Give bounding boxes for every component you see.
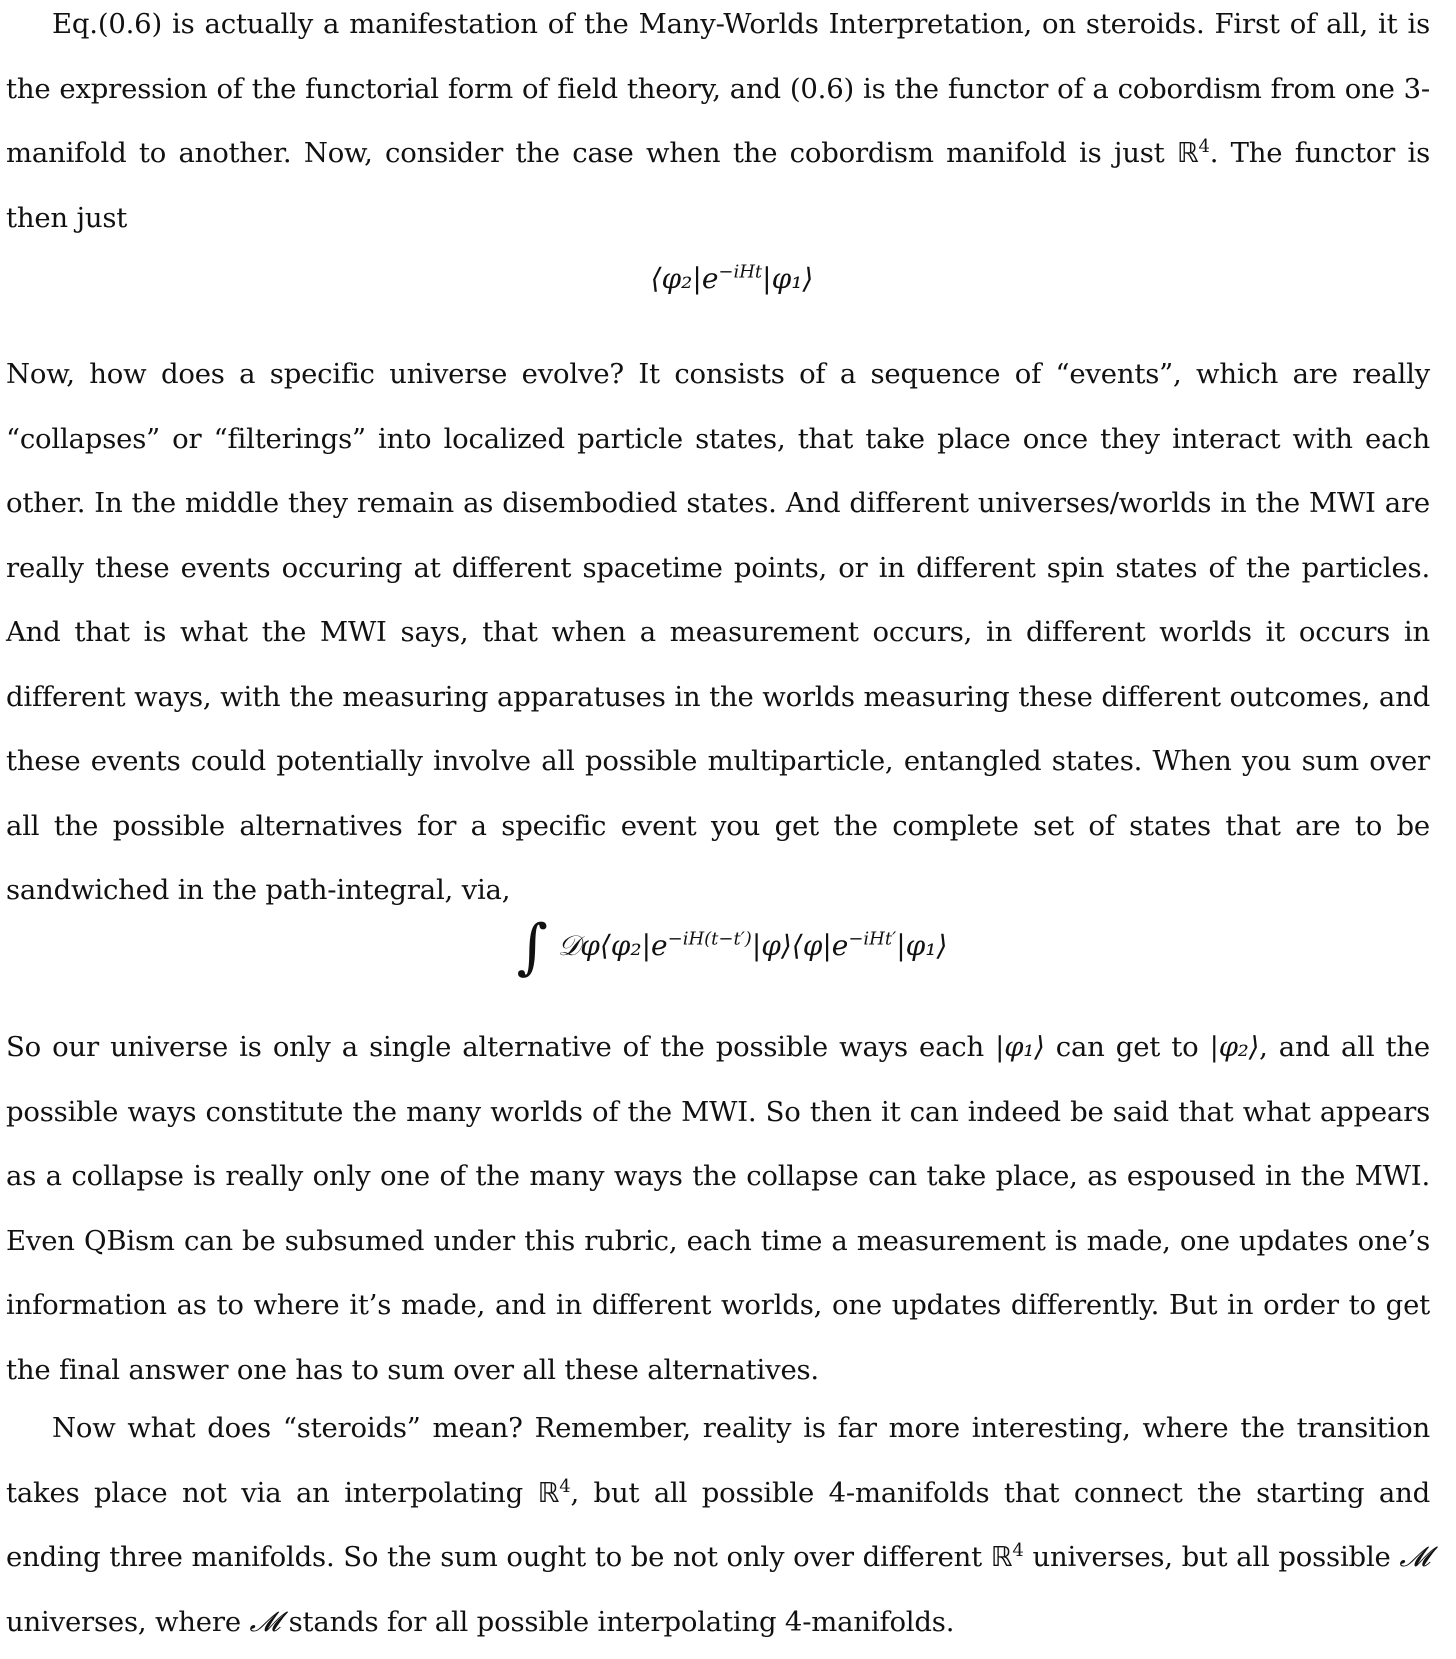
eq2-exponent-1: −iH(t−t′) [667, 928, 752, 950]
real-space-exponent: 4 [1198, 135, 1210, 157]
equation-transition-amplitude [6, 262, 1430, 295]
paragraph-3 [6, 1015, 1430, 1402]
real-space-exponent-2: 4 [559, 1475, 571, 1497]
paragraph-4-text-c: universes, but all possible [1023, 1541, 1400, 1573]
paragraph-4-text-a: Now what does “steroids” mean? Remember, reality is far more interesting, where the transition takes place not via an interpolating [6, 1412, 1430, 1509]
paragraph-2: Now, how does a specific universe evolve? It consists of a sequence of “events”, which are really “collapses” or “filterings” into localized particle states, that take place once they interact with each other. In the middle they remain as disembodied states. And different universes/worlds in the MWI are really these events occuring at different spacetime points, or in different spin states of the particles. And that is what the MWI says, that when a measurement occurs, in different worlds it occurs in different ways, with the measuring apparatuses in the worlds measuring these different outcomes, and these events could potentially involve all possible multiparticle, entangled states. When you sum over all the possible alternatives for a specific event you get the complete set of states that are to be sandwiched in the path-integral, via, [6, 358, 1430, 906]
integral-sign: ∫ [516, 912, 548, 982]
paragraph-3-text-c: , and all the possible ways constitute the many worlds of the MWI. So then it can indeed be said that what appears as a collapse is really only one of the many ways the collapse can take place, as espoused in the MWI. Even QBism can be subsumed under this rubric, each time a measurement is made, one updates one’s information as to where it’s made, and in different worlds, one updates differently. But in order to get the final answer one has to sum over all these alternatives. [6, 1031, 1430, 1386]
eq2-part-3: |φ₁⟩ [896, 929, 948, 962]
paragraph-4-text-b: , but all possible 4-manifolds that connect the starting and ending three manifolds. So the sum ought to be not only over different [6, 1476, 1430, 1573]
equation-path-integral [6, 912, 1430, 982]
paragraph-1-text-b: . The functor is then just [6, 137, 1430, 234]
manifold-symbol-1: 𝓜 [1399, 1541, 1430, 1573]
eq1-ket: |φ₁⟩ [762, 262, 814, 295]
real-space-symbol: ℝ [1176, 137, 1199, 169]
eq2-exponent-2: −iHt′ [848, 928, 897, 950]
real-space-symbol-3: ℝ [990, 1541, 1013, 1573]
manifold-symbol-2: 𝓜 [249, 1605, 281, 1638]
eq2-part-2: |φ⟩⟨φ|e [751, 929, 849, 962]
real-space-symbol-2: ℝ [537, 1476, 560, 1509]
paragraph-4 [6, 1396, 1430, 1654]
eq1-exponent: −iHt [718, 261, 763, 283]
ket-phi-2: |φ₂⟩ [1209, 1031, 1260, 1063]
paragraph-1-text-a: Eq.(0.6) is actually a manifestation of the Many-Worlds Interpretation, on steroids. First of all, it is the expression of the functorial form of field theory, and (0.6) is the functor of a cobordism from one 3-manifold to another. Now, consider the case when the cobordism manifold is just [6, 8, 1430, 169]
paragraph-4-text-e: stands for all possible interpolating 4-manifolds. [280, 1605, 955, 1638]
paragraph-4-text-d: universes, where [6, 1605, 250, 1638]
paragraph-3-text-b: can get to [1044, 1031, 1210, 1063]
real-space-exponent-3: 4 [1012, 1539, 1024, 1561]
eq1-bra: ⟨φ₂|e [650, 262, 719, 295]
path-measure: 𝒟φ [557, 929, 600, 962]
eq2-part-1: ⟨φ₂|e [599, 929, 668, 962]
paragraph-3-text-a: So our universe is only a single alternative of the possible ways each [6, 1031, 996, 1063]
ket-phi-1: |φ₁⟩ [995, 1031, 1045, 1063]
paragraph-1 [6, 0, 1430, 250]
